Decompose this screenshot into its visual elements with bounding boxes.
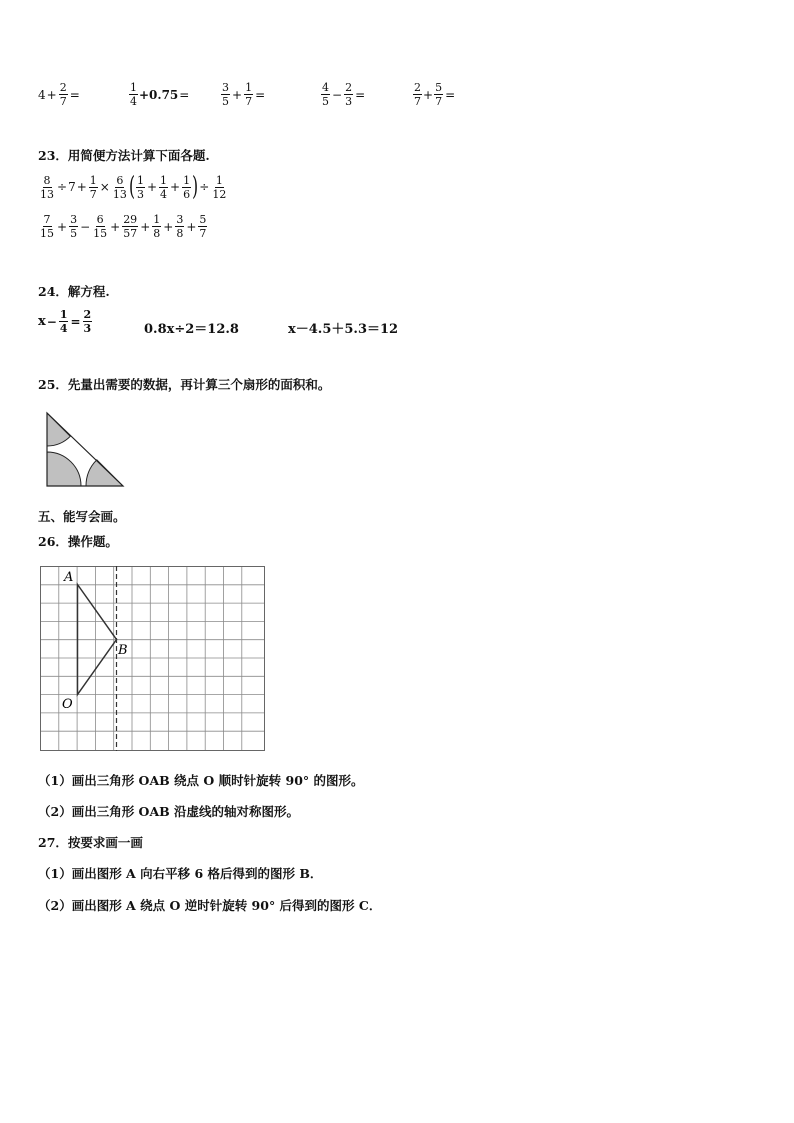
section-5-title: 五、能写会画。 bbox=[38, 509, 126, 524]
fraction: $\frac{2}{7}$ bbox=[414, 81, 421, 108]
calc-expression-5 bbox=[412, 82, 456, 107]
grid-border bbox=[41, 567, 265, 751]
equation-2: 0.8x÷2＝12.8 bbox=[144, 322, 239, 337]
question-25-title: 25．先量出需要的数据，再计算三个扇形的面积和。 bbox=[38, 377, 331, 392]
fraction: $\frac{1}{6}$ bbox=[183, 173, 191, 201]
fraction: $\frac{1}{4}$ bbox=[130, 81, 137, 108]
operator: + bbox=[76, 180, 87, 194]
operator: + bbox=[232, 87, 243, 102]
operator: + bbox=[146, 180, 158, 194]
sector-top bbox=[47, 413, 70, 446]
operator: ÷ bbox=[57, 180, 68, 194]
right-paren: ) bbox=[192, 172, 199, 202]
fraction: $\frac{3}{5}$ bbox=[222, 81, 229, 108]
equals-sign: = bbox=[355, 87, 366, 102]
whole-number: 7 bbox=[68, 180, 76, 194]
fraction: $\frac{3}{5}$ bbox=[70, 213, 78, 240]
point-label-a: A bbox=[64, 570, 74, 585]
equation-1 bbox=[38, 309, 93, 334]
fraction: $\frac{2}{7}$ bbox=[59, 81, 67, 108]
fraction: $\frac{1}{4}$ bbox=[160, 173, 168, 201]
question-23-title: 23．用简便方法计算下面各题. bbox=[38, 148, 210, 163]
fraction: $\frac{2}{3}$ bbox=[83, 308, 92, 335]
operator: + bbox=[170, 180, 181, 194]
operator: − bbox=[46, 314, 57, 329]
operator: + bbox=[186, 219, 197, 234]
sector-bottom-left bbox=[47, 452, 81, 486]
operator: + bbox=[46, 87, 57, 102]
fraction: $\frac{1}{7}$ bbox=[89, 173, 97, 201]
whole-number: 4 bbox=[38, 87, 46, 102]
operator: + bbox=[110, 219, 121, 234]
fraction: $\frac{1}{7}$ bbox=[245, 81, 253, 108]
question-26-sub-1: （1）画出三角形 OAB 绕点 O 顺时针旋转 90° 的图形。 bbox=[38, 773, 364, 788]
fraction: $\frac{1}{3}$ bbox=[136, 173, 144, 201]
fraction: $\frac{6}{13}$ bbox=[112, 173, 127, 201]
equation-3: x－4.5＋5.3＝12 bbox=[288, 322, 399, 337]
question-27-title: 27．按要求画一画 bbox=[38, 835, 143, 850]
fraction: $\frac{5}{7}$ bbox=[435, 81, 443, 108]
decimal-term: +0.75 bbox=[139, 87, 179, 102]
equals-sign: = bbox=[179, 87, 190, 102]
question-27-sub-1: （1）画出图形 A 向右平移 6 格后得到的图形 B． bbox=[38, 866, 323, 881]
fraction: $\frac{4}{5}$ bbox=[322, 81, 329, 108]
calc-expression-2 bbox=[128, 82, 190, 107]
equals-sign: = bbox=[70, 314, 81, 329]
operator: + bbox=[163, 219, 174, 234]
fraction: $\frac{1}{12}$ bbox=[212, 173, 227, 201]
simplify-expression-1 bbox=[38, 174, 228, 200]
fraction: $\frac{2}{3}$ bbox=[345, 81, 353, 108]
operator: − bbox=[332, 87, 343, 102]
fraction: $\frac{29}{57}$ bbox=[123, 213, 138, 240]
fraction: $\frac{3}{8}$ bbox=[176, 213, 184, 240]
calc-expression-3 bbox=[220, 82, 266, 107]
grid-lines bbox=[40, 566, 265, 751]
fraction: $\frac{8}{13}$ bbox=[40, 173, 54, 201]
question-24-title: 24．解方程. bbox=[38, 284, 110, 299]
left-paren: ( bbox=[128, 172, 135, 202]
point-label-o: O bbox=[62, 697, 73, 712]
fraction: $\frac{1}{4}$ bbox=[59, 308, 68, 335]
question-26-title: 26．操作题。 bbox=[38, 534, 118, 549]
operator: + bbox=[57, 219, 68, 234]
equals-sign: = bbox=[445, 87, 456, 102]
calc-expression-4 bbox=[320, 82, 366, 107]
fraction: $\frac{5}{7}$ bbox=[199, 213, 207, 240]
operator: − bbox=[80, 219, 91, 234]
equals-sign: = bbox=[255, 87, 266, 102]
calc-expression-1 bbox=[38, 82, 81, 107]
fraction: $\frac{7}{15}$ bbox=[40, 213, 54, 240]
operator: ÷ bbox=[199, 180, 210, 194]
question-27-sub-2: （2）画出图形 A 绕点 O 逆时针旋转 90° 后得到的图形 C． bbox=[38, 898, 382, 913]
operator: × bbox=[99, 180, 110, 194]
triangle-sectors-figure bbox=[44, 410, 128, 490]
operator: + bbox=[423, 87, 434, 102]
grid-figure bbox=[40, 566, 266, 752]
sector-bottom-right bbox=[86, 460, 123, 486]
fraction: $\frac{6}{15}$ bbox=[93, 213, 108, 240]
simplify-expression-2 bbox=[38, 214, 208, 239]
variable: x bbox=[38, 314, 46, 329]
question-26-sub-2: （2）画出三角形 OAB 沿虚线的轴对称图形。 bbox=[38, 804, 300, 819]
operator: + bbox=[140, 219, 151, 234]
equals-sign: = bbox=[69, 87, 80, 102]
fraction: $\frac{1}{8}$ bbox=[153, 213, 161, 240]
point-label-b: B bbox=[118, 643, 128, 658]
